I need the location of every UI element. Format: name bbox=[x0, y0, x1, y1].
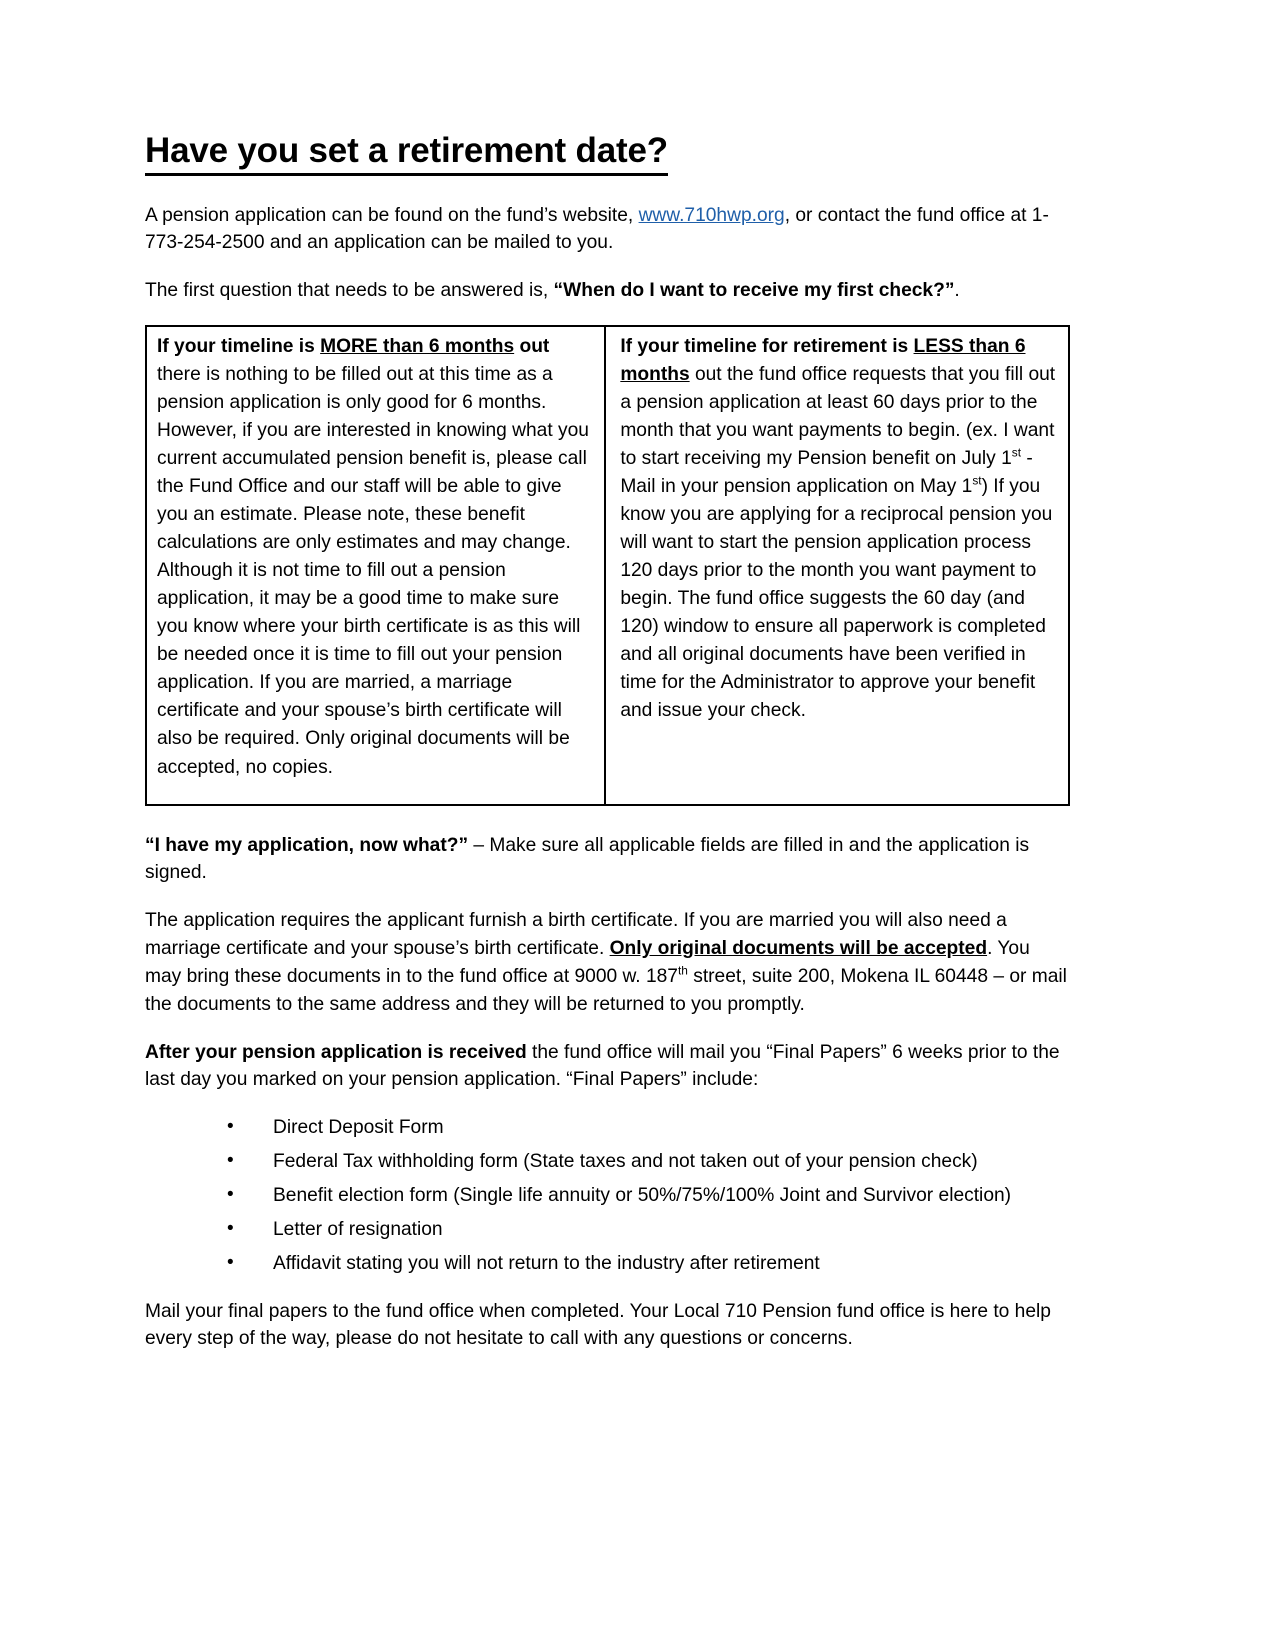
have-application-rest: – Make sure all applicable fields are filled in and the application is signed. bbox=[145, 834, 1030, 884]
only-original-documents-emphasis: Only original documents will be accepted bbox=[609, 938, 988, 960]
page-title: Have you set a retirement date? bbox=[145, 132, 668, 176]
right-cell-heading-underlined: LESS than 6 months bbox=[620, 336, 1026, 386]
intro-text-before-link: A pension application can be found on the fund’s website, bbox=[145, 204, 639, 226]
fund-website-link[interactable]: www.710hwp.org bbox=[638, 204, 785, 226]
left-cell-body: there is nothing to be filled out at this time as a pension application is only good for 6 months. However, if you are interested in knowing what you current accumulated pension benefit is, please call the Fund Office and our staff will be able to give you an estimate. Please note, these benefit calculations are only estimates and may change. Although it is not time to fill out a pension application, it may be a good time to make sure you know where your birth certificate is as this will be needed once it is time to fill out your pension application. If you are married, a marriage certificate and your spouse’s birth certificate will also be required. Only original documents will be accepted, no copies. bbox=[157, 364, 589, 778]
final-papers-list bbox=[145, 1114, 1070, 1277]
document-content bbox=[145, 132, 1070, 1373]
requirements-part3: street, suite 200, Mokena IL 60448 – or mail the documents to the same address and they will be returned to you promptly. bbox=[145, 965, 1067, 1015]
left-cell-heading-prefix: If your timeline is bbox=[157, 336, 321, 358]
list-item: • Letter of resignation bbox=[227, 1216, 1070, 1244]
first-question-paragraph bbox=[145, 277, 1070, 305]
timeline-comparison-table bbox=[145, 325, 1070, 806]
have-application-paragraph bbox=[145, 832, 1070, 888]
left-cell-heading-underlined: MORE than 6 months bbox=[320, 336, 515, 358]
timeline-more-than-6-months-cell bbox=[146, 326, 605, 805]
right-cell-body-part3: ) If you know you are applying for a reciprocal pension you will want to start the pension application process 120 days prior to the month you want payment to begin. The fund office suggests the 60 day (and 120) window to ensure all paperwork is completed and all original documents have been verified in time for the Administrator to approve your benefit and issue your check. bbox=[620, 476, 1053, 722]
first-question-quote: “When do I want to receive my first check?” bbox=[553, 280, 955, 302]
after-received-paragraph bbox=[145, 1039, 1070, 1095]
requirements-part2: . You may bring these documents in to the fund office at 9000 w. 187 bbox=[145, 938, 1030, 987]
after-received-bold-lead: After your pension application is received bbox=[145, 1041, 527, 1063]
right-cell-body-part2: - Mail in your pension application on May 1 bbox=[620, 448, 1033, 498]
requirements-paragraph bbox=[145, 907, 1070, 1018]
list-item: • Affidavit stating you will not return to the industry after retirement bbox=[227, 1250, 1070, 1278]
intro-text-after-link: , or contact the fund office at 1-773-254-2500 and an application can be mailed to you. bbox=[145, 204, 1049, 254]
right-cell-superscript-st-2: st bbox=[972, 473, 982, 488]
closing-paragraph: Mail your final papers to the fund office when completed. Your Local 710 Pension fund office is here to help every step of the way, please do not hesitate to call with any questions or concerns. bbox=[145, 1300, 1051, 1350]
left-cell-heading-suffix: out bbox=[514, 336, 550, 358]
after-received-rest: the fund office will mail you “Final Papers” 6 weeks prior to the last day you marked on your pension application. “Final Papers” include: bbox=[145, 1041, 1060, 1091]
right-cell-heading-prefix: If your timeline for retirement is bbox=[620, 336, 914, 358]
first-question-trailing: . bbox=[954, 280, 960, 302]
first-question-lead: The first question that needs to be answered is, bbox=[145, 280, 554, 302]
intro-paragraph bbox=[145, 202, 1070, 258]
right-cell-body-part1: out the fund office requests that you fill out a pension application at least 60 days prior to the month that you want payments to begin. (ex. I want to start receiving my Pension benefit on July 1 bbox=[620, 364, 1056, 470]
timeline-less-than-6-months-cell bbox=[605, 326, 1069, 805]
list-item: • Direct Deposit Form bbox=[227, 1114, 1070, 1142]
list-item: • Federal Tax withholding form (State taxes and not taken out of your pension check) bbox=[227, 1148, 1070, 1176]
have-application-bold-lead: “I have my application, now what?” bbox=[145, 834, 469, 856]
list-item: • Benefit election form (Single life annuity or 50%/75%/100% Joint and Survivor election) bbox=[227, 1182, 1070, 1210]
address-superscript-th: th bbox=[677, 963, 688, 978]
right-cell-superscript-st-1: st bbox=[1011, 445, 1021, 460]
table-row bbox=[146, 326, 1069, 805]
requirements-part1: The application requires the applicant furnish a birth certificate. If you are married you will also need a marriage certificate and your spouse’s birth certificate. bbox=[145, 910, 1007, 960]
